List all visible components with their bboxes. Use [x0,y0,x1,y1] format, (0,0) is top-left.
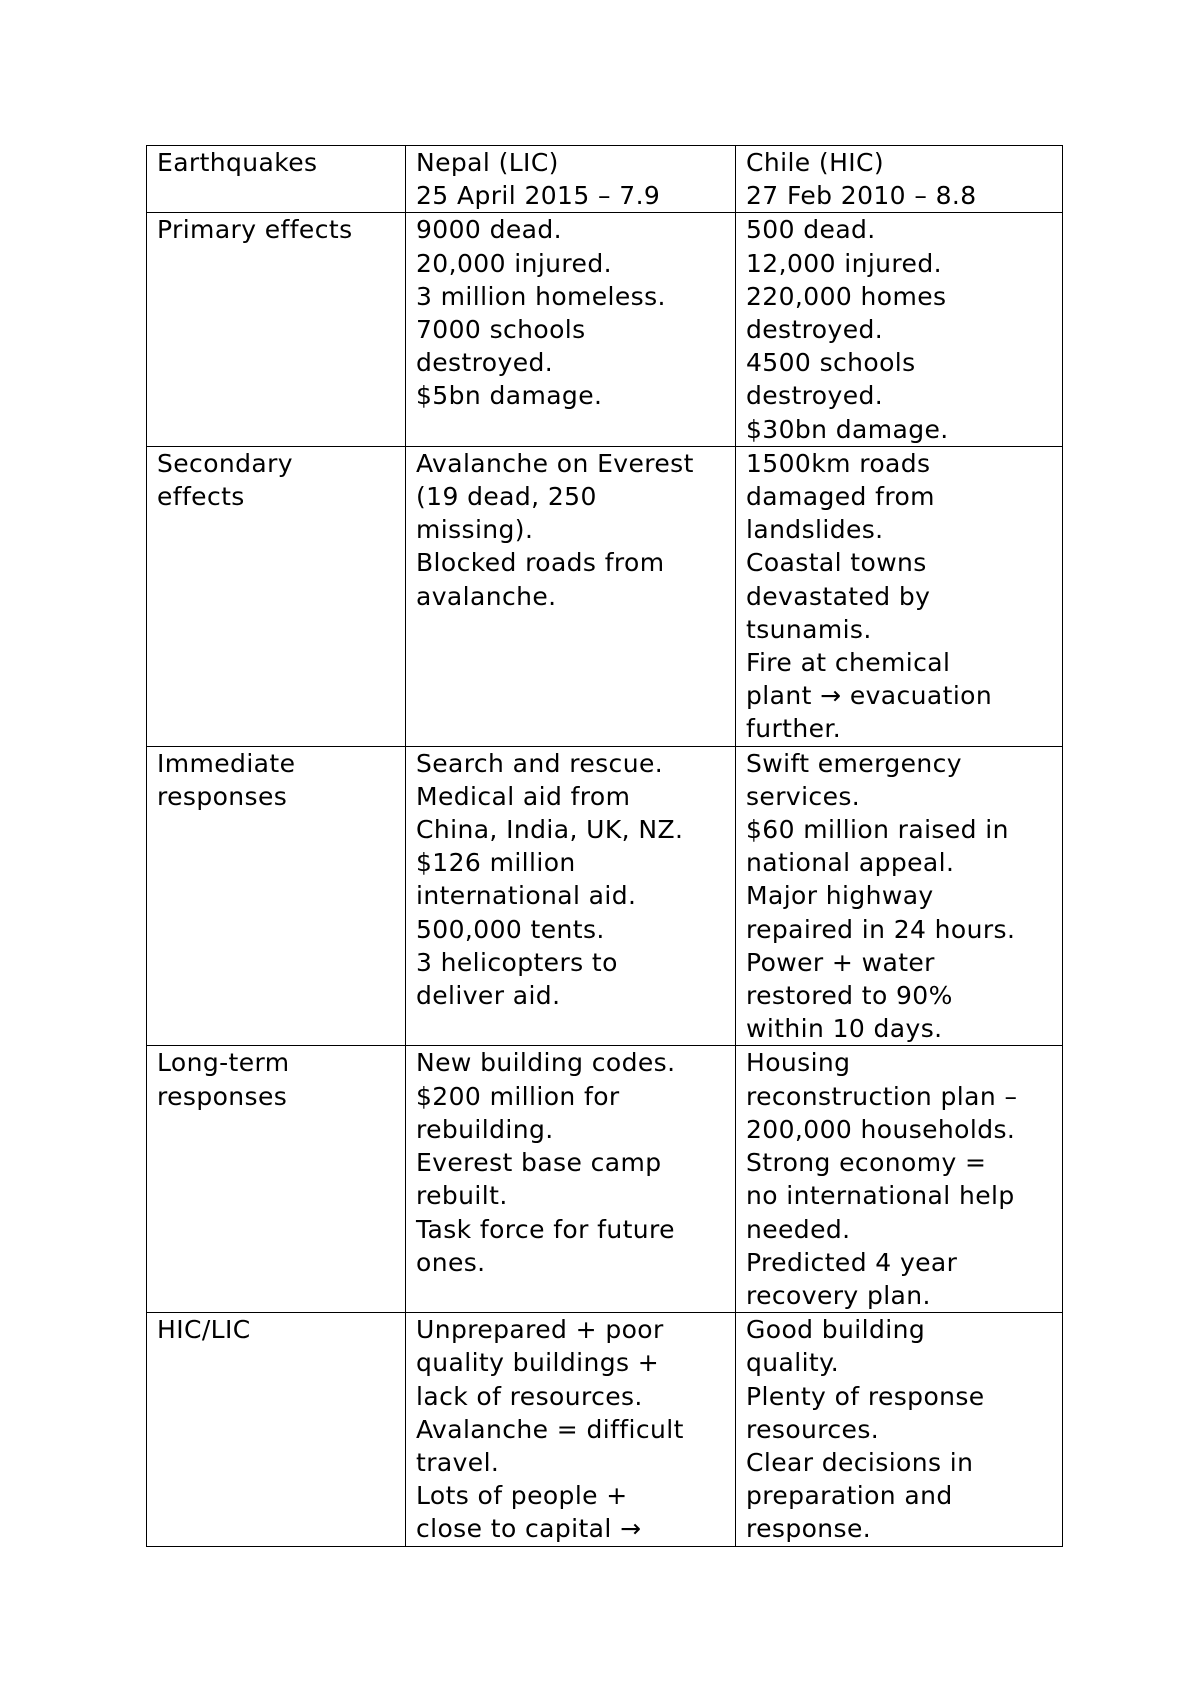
cell-line: missing). [416,515,534,545]
row-label-cell [147,746,406,1046]
table-row-long-term-responses [147,1046,1063,1313]
cell-line: Lots of people + [416,1481,628,1511]
row-label-cell [147,213,406,446]
cell-line: landslides. [746,515,884,545]
cell-line: responses [157,781,288,811]
cell-line: lack of resources. [416,1381,643,1411]
cell-line: Unprepared + poor [416,1315,664,1345]
cell-line: quality buildings + [416,1348,660,1378]
cell-line: responses [157,1081,288,1111]
cell-line: 7000 schools [416,315,586,345]
chile-title: Chile (HIC) [746,148,885,177]
cell-line: Clear decisions in [746,1447,974,1477]
cell-line: 4500 schools [746,348,916,378]
cell-line: avalanche. [416,581,557,611]
cell-line: Medical aid from [416,781,631,811]
cell-line: Good building [746,1315,926,1345]
header-nepal-cell [406,146,736,213]
cell-line: 220,000 homes [746,281,947,311]
cell-line: Major highway [746,881,934,911]
nepal-title: Nepal (LIC) [416,148,559,177]
cell-line: $126 million [416,848,576,878]
cell-line: rebuilt. [416,1181,508,1211]
earthquake-comparison-table [146,145,1063,1547]
cell-line: preparation and [746,1481,953,1511]
cell-line: Housing [746,1048,851,1078]
cell-line: further. [746,714,842,744]
cell-line: deliver aid. [416,981,561,1011]
table-row-primary-effects [147,213,1063,446]
cell-line: 3 helicopters to [416,947,618,977]
cell-line: close to capital → [416,1514,642,1544]
cell-line: 500 dead. [746,215,876,245]
cell-line: Everest base camp [416,1148,662,1178]
chile-cell [736,213,1063,446]
cell-line: response. [746,1514,872,1544]
cell-line: Coastal towns [746,548,927,578]
cell-line: needed. [746,1214,851,1244]
cell-line: tsunamis. [746,614,872,644]
cell-line: reconstruction plan – [746,1081,1018,1111]
cell-line: devastated by [746,581,931,611]
nepal-cell [406,746,736,1046]
cell-line: Fire at chemical [746,648,951,678]
cell-line: international aid. [416,881,637,911]
cell-line: resources. [746,1414,880,1444]
cell-line: no international help [746,1181,1015,1211]
table-row-hic-lic [147,1313,1063,1546]
nepal-date-magnitude: 25 April 2015 – 7.9 [416,181,661,211]
cell-line: 500,000 tents. [416,914,605,944]
cell-line: restored to 90% [746,981,953,1011]
cell-line: services. [746,781,861,811]
cell-line: 200,000 households. [746,1114,1016,1144]
cell-line: $60 million raised in [746,815,1009,845]
header-label-cell [147,146,406,213]
cell-line: plant → evacuation [746,681,993,711]
cell-line: HIC/LIC [157,1315,251,1345]
table-header-row [147,146,1063,213]
cell-line: destroyed. [746,315,884,345]
cell-line: Primary effects [157,215,353,245]
cell-line: Avalanche on Everest [416,448,694,478]
chile-date-magnitude: 27 Feb 2010 – 8.8 [746,181,977,211]
cell-line: rebuilding. [416,1114,554,1144]
nepal-cell [406,1313,736,1546]
cell-line: China, India, UK, NZ. [416,815,684,845]
cell-line: Task force for future [416,1214,675,1244]
cell-line: Search and rescue. [416,748,664,778]
cell-line: Avalanche = difficult [416,1414,684,1444]
header-chile-cell [736,146,1063,213]
nepal-cell [406,1046,736,1313]
cell-line: national appeal. [746,848,955,878]
cell-line: $200 million for [416,1081,620,1111]
cell-line: recovery plan. [746,1280,931,1310]
cell-line: 20,000 injured. [416,248,612,278]
cell-line: Secondary [157,448,293,478]
chile-cell [736,746,1063,1046]
cell-line: Long-term [157,1048,290,1078]
cell-line: effects [157,482,245,512]
cell-line: 9000 dead. [416,215,562,245]
cell-line: (19 dead, 250 [416,482,597,512]
chile-cell [736,446,1063,746]
cell-line: repaired in 24 hours. [746,914,1016,944]
cell-line: $30bn damage. [746,414,949,444]
header-label-text: Earthquakes [157,148,318,177]
cell-line: quality. [746,1348,840,1378]
cell-line: 12,000 injured. [746,248,942,278]
cell-line: ones. [416,1247,486,1277]
cell-line: within 10 days. [746,1014,943,1044]
cell-line: Swift emergency [746,748,962,778]
cell-line: Strong economy = [746,1148,987,1178]
cell-line: $5bn damage. [416,381,603,411]
row-label-cell [147,1313,406,1546]
cell-line: Predicted 4 year [746,1247,958,1277]
cell-line: Plenty of response [746,1381,985,1411]
cell-line: destroyed. [746,381,884,411]
table-row-secondary-effects [147,446,1063,746]
cell-line: travel. [416,1447,500,1477]
cell-line: destroyed. [416,348,554,378]
chile-cell [736,1046,1063,1313]
cell-line: 3 million homeless. [416,281,666,311]
nepal-cell [406,213,736,446]
cell-line: New building codes. [416,1048,676,1078]
row-label-cell [147,1046,406,1313]
cell-line: Blocked roads from [416,548,665,578]
table-row-immediate-responses [147,746,1063,1046]
cell-line: damaged from [746,482,935,512]
cell-line: Immediate [157,748,296,778]
nepal-cell [406,446,736,746]
chile-cell [736,1313,1063,1546]
cell-line: 1500km roads [746,448,931,478]
row-label-cell [147,446,406,746]
cell-line: Power + water [746,947,935,977]
